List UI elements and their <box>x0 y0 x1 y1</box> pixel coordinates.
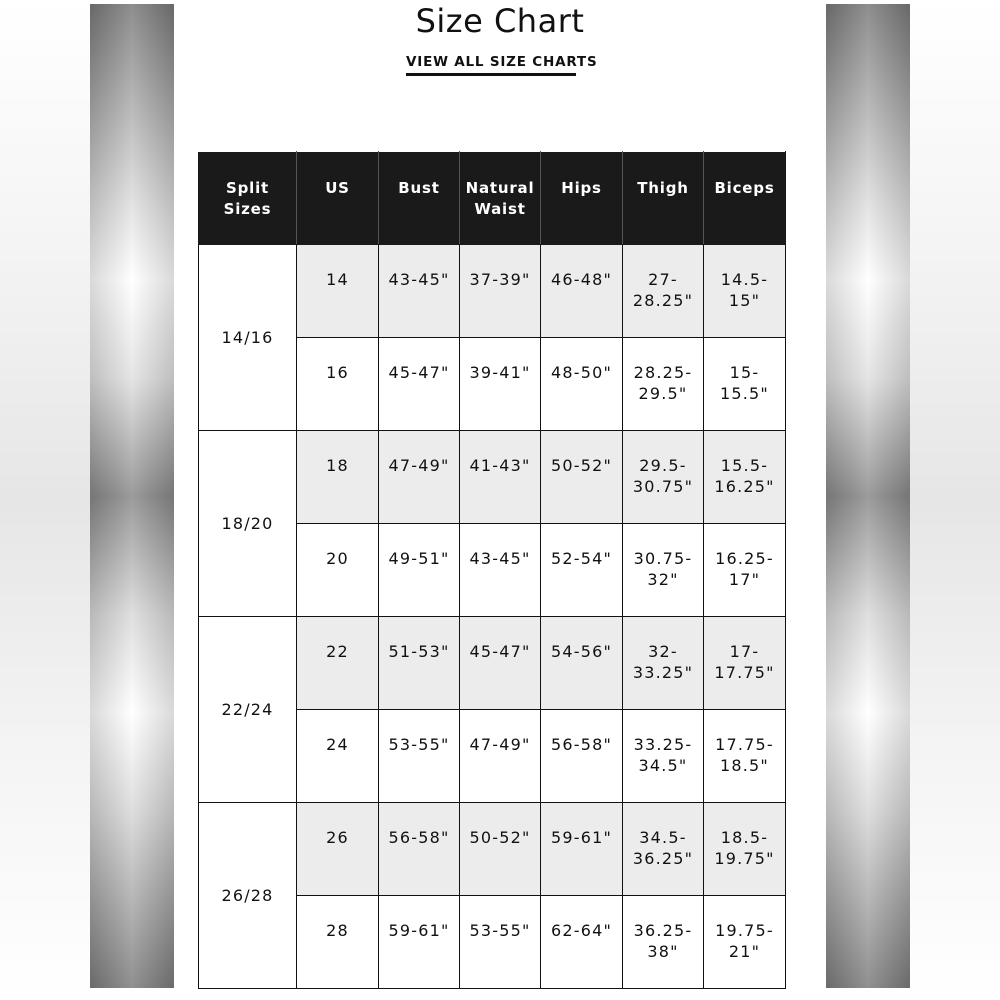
waist-cell: 39-41" <box>460 338 541 431</box>
split-size-cell: 26/28 <box>199 803 297 989</box>
size-chart-table <box>198 151 786 989</box>
waist-cell: 50-52" <box>460 803 541 896</box>
thigh-cell: 30.75-32" <box>623 524 704 617</box>
page-title: Size Chart <box>415 2 585 40</box>
thigh-cell: 28.25-29.5" <box>623 338 704 431</box>
table-body <box>199 245 786 989</box>
bust-cell: 51-53" <box>379 617 460 710</box>
thigh-cell: 32-33.25" <box>623 617 704 710</box>
split-size-cell: 22/24 <box>199 617 297 803</box>
column-header-biceps: Biceps <box>704 152 786 245</box>
hips-cell: 50-52" <box>541 431 623 524</box>
biceps-cell: 15-15.5" <box>704 338 786 431</box>
table-row <box>199 803 786 896</box>
us-size-cell: 18 <box>297 431 379 524</box>
thigh-cell: 27-28.25" <box>623 245 704 338</box>
bust-cell: 53-55" <box>379 710 460 803</box>
size-chart-page <box>174 0 826 1000</box>
biceps-cell: 17-17.75" <box>704 617 786 710</box>
us-size-cell: 22 <box>297 617 379 710</box>
bust-cell: 59-61" <box>379 896 460 989</box>
hips-cell: 46-48" <box>541 245 623 338</box>
left-gradient-border <box>90 4 174 988</box>
hips-cell: 62-64" <box>541 896 623 989</box>
thigh-cell: 36.25-38" <box>623 896 704 989</box>
view-all-size-charts-link[interactable]: VIEW ALL SIZE CHARTS <box>406 54 576 76</box>
us-size-cell: 26 <box>297 803 379 896</box>
table-row <box>199 617 786 710</box>
bust-cell: 56-58" <box>379 803 460 896</box>
waist-cell: 45-47" <box>460 617 541 710</box>
column-header-bust: Bust <box>379 152 460 245</box>
waist-cell: 41-43" <box>460 431 541 524</box>
biceps-cell: 18.5-19.75" <box>704 803 786 896</box>
hips-cell: 48-50" <box>541 338 623 431</box>
split-size-cell: 14/16 <box>199 245 297 431</box>
biceps-cell: 16.25-17" <box>704 524 786 617</box>
table-row <box>199 245 786 338</box>
us-size-cell: 14 <box>297 245 379 338</box>
biceps-cell: 14.5-15" <box>704 245 786 338</box>
biceps-cell: 19.75-21" <box>704 896 786 989</box>
us-size-cell: 24 <box>297 710 379 803</box>
us-size-cell: 20 <box>297 524 379 617</box>
column-header-split-sizes: Split Sizes <box>199 152 297 245</box>
waist-cell: 47-49" <box>460 710 541 803</box>
waist-cell: 37-39" <box>460 245 541 338</box>
waist-cell: 53-55" <box>460 896 541 989</box>
column-header-hips: Hips <box>541 152 623 245</box>
table-header <box>199 152 786 245</box>
bust-cell: 45-47" <box>379 338 460 431</box>
right-gradient-border <box>826 4 910 988</box>
split-size-cell: 18/20 <box>199 431 297 617</box>
thigh-cell: 34.5-36.25" <box>623 803 704 896</box>
hips-cell: 56-58" <box>541 710 623 803</box>
table-row <box>199 431 786 524</box>
thigh-cell: 29.5-30.75" <box>623 431 704 524</box>
bust-cell: 47-49" <box>379 431 460 524</box>
us-size-cell: 16 <box>297 338 379 431</box>
biceps-cell: 17.75-18.5" <box>704 710 786 803</box>
header-row <box>199 152 786 245</box>
hips-cell: 54-56" <box>541 617 623 710</box>
waist-cell: 43-45" <box>460 524 541 617</box>
hips-cell: 52-54" <box>541 524 623 617</box>
us-size-cell: 28 <box>297 896 379 989</box>
column-header-thigh: Thigh <box>623 152 704 245</box>
thigh-cell: 33.25-34.5" <box>623 710 704 803</box>
column-header-us: US <box>297 152 379 245</box>
hips-cell: 59-61" <box>541 803 623 896</box>
column-header-natural-waist: Natural Waist <box>460 152 541 245</box>
bust-cell: 49-51" <box>379 524 460 617</box>
bust-cell: 43-45" <box>379 245 460 338</box>
biceps-cell: 15.5-16.25" <box>704 431 786 524</box>
